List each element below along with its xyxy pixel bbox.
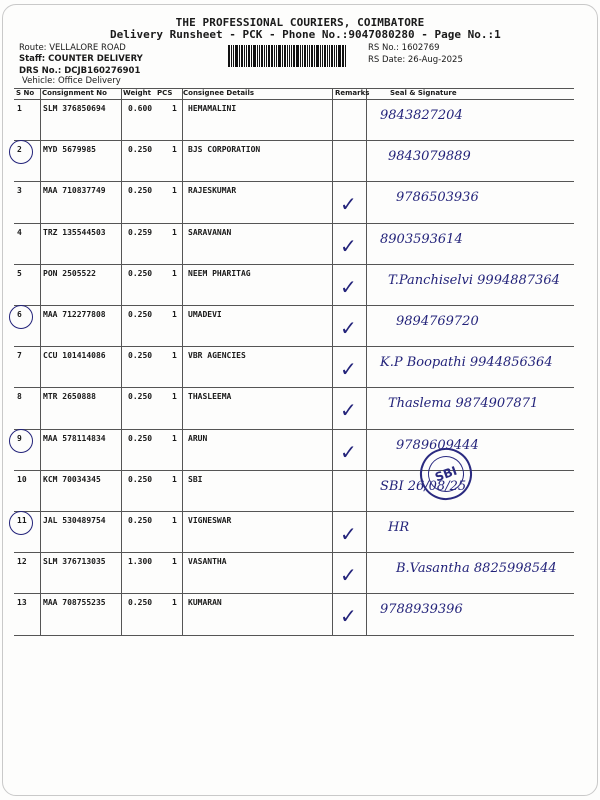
drs-number: DRS No.: DCJB160276901 [19, 66, 141, 76]
row-weight: 0.600 [128, 104, 153, 113]
signature-text: 9894769720 [396, 314, 479, 329]
row-pcs: 1 [172, 145, 177, 154]
row-pcs: 1 [172, 516, 177, 525]
barcode-bar [324, 45, 326, 67]
row-consignee: VIGNESWAR [188, 516, 232, 525]
barcode-bar [329, 45, 330, 67]
barcode-bar [251, 45, 252, 67]
barcode-bar [293, 45, 295, 67]
barcode-bar [345, 45, 346, 67]
barcode-bar [264, 45, 265, 67]
barcode-bar [304, 45, 306, 67]
row-weight: 1.300 [128, 557, 153, 566]
barcode-bar [231, 45, 232, 67]
barcode-bar [334, 45, 335, 67]
check-mark-icon: ✓ [340, 522, 357, 546]
check-mark-icon: ✓ [340, 440, 357, 464]
barcode-bar [307, 45, 308, 67]
barcode [228, 45, 366, 67]
col-header-pcs: PCS [157, 89, 173, 97]
barcode-bar [320, 45, 321, 67]
barcode-bar [300, 45, 301, 67]
circle-mark [9, 511, 33, 535]
row-weight: 0.250 [128, 145, 153, 154]
row-weight: 0.250 [128, 598, 153, 607]
barcode-bar [257, 45, 258, 67]
row-weight: 0.250 [128, 310, 153, 319]
row-consignee: THASLEEMA [188, 392, 232, 401]
barcode-bar [259, 45, 260, 67]
col-header-consignment: Consignment No [42, 89, 107, 97]
check-mark-icon: ✓ [340, 357, 357, 381]
row-consignment-no: SLM 376713035 [43, 557, 106, 566]
row-pcs: 1 [172, 228, 177, 237]
row-sno: 8 [17, 392, 22, 401]
row-weight: 0.250 [128, 351, 153, 360]
row-divider [14, 470, 574, 471]
check-mark-icon: ✓ [340, 604, 357, 628]
col-header-remarks: Remarks [335, 89, 370, 97]
check-mark-icon: ✓ [340, 563, 357, 587]
row-sno: 4 [17, 228, 22, 237]
row-sno: 11 [17, 516, 27, 525]
check-mark-icon: ✓ [340, 192, 357, 216]
signature-text: 9843827204 [380, 108, 463, 123]
row-divider [14, 552, 574, 553]
row-pcs: 1 [172, 434, 177, 443]
barcode-bar [246, 45, 247, 67]
barcode-bar [322, 45, 323, 67]
col-header-consignee: Consignee Details [183, 89, 255, 97]
barcode-bar [239, 45, 240, 67]
vehicle-label: Vehicle: Office Delivery [22, 76, 121, 86]
barcode-bar [316, 45, 319, 67]
barcode-bar [331, 45, 333, 67]
signature-text: SBI 26/08/25 [380, 479, 467, 494]
row-consignee: RAJESKUMAR [188, 186, 237, 195]
row-weight: 0.250 [128, 269, 153, 278]
row-sno: 1 [17, 104, 22, 113]
col-header-weight: Weight [123, 89, 151, 97]
barcode-bar [282, 45, 283, 67]
row-consignment-no: KCM 70034345 [43, 475, 101, 484]
row-consignment-no: TRZ 135544503 [43, 228, 106, 237]
barcode-bar [266, 45, 267, 67]
col-header-seal-signature: Seal & Signature [390, 89, 457, 97]
row-pcs: 1 [172, 598, 177, 607]
barcode-bar [314, 45, 315, 67]
row-weight: 0.250 [128, 392, 153, 401]
barcode-bar [228, 45, 230, 67]
row-divider [14, 346, 574, 347]
barcode-bar [271, 45, 273, 67]
row-divider [14, 264, 574, 265]
row-pcs: 1 [172, 269, 177, 278]
signature-text: 9786503936 [396, 190, 479, 205]
signature-text: K.P Boopathi 9944856364 [380, 355, 553, 370]
row-consignment-no: MTR 2650888 [43, 392, 96, 401]
row-consignment-no: SLM 376850694 [43, 104, 106, 113]
row-consignee: VBR AGENCIES [188, 351, 246, 360]
row-consignee: UMADEVI [188, 310, 222, 319]
row-divider [14, 305, 574, 306]
barcode-bar [311, 45, 313, 67]
barcode-bar [342, 45, 344, 67]
column-divider [40, 88, 41, 636]
row-pcs: 1 [172, 104, 177, 113]
row-consignee: BJS CORPORATION [188, 145, 261, 154]
row-divider [14, 635, 574, 636]
route-label: Route: VELLALORE ROAD [19, 43, 126, 53]
row-weight: 0.259 [128, 228, 153, 237]
row-consignment-no: MAA 710837749 [43, 186, 106, 195]
barcode-bar [296, 45, 299, 67]
row-sno: 5 [17, 269, 22, 278]
row-consignment-no: MAA 712277808 [43, 310, 106, 319]
staff-label: Staff: COUNTER DELIVERY [19, 54, 143, 64]
barcode-bar [244, 45, 245, 67]
barcode-bar [241, 45, 243, 67]
row-weight: 0.250 [128, 186, 153, 195]
barcode-bar [287, 45, 288, 67]
row-consignee: HEMAMALINI [188, 104, 237, 113]
row-divider [14, 223, 574, 224]
row-sno: 6 [17, 310, 22, 319]
barcode-bar [291, 45, 292, 67]
row-divider [14, 181, 574, 182]
sbi-seal-text: SBI [423, 451, 469, 497]
row-consignee: SBI [188, 475, 203, 484]
barcode-bar [274, 45, 275, 67]
barcode-bar [261, 45, 263, 67]
signature-text: 8903593614 [380, 232, 463, 247]
check-mark-icon: ✓ [340, 316, 357, 340]
row-pcs: 1 [172, 557, 177, 566]
row-pcs: 1 [172, 310, 177, 319]
check-mark-icon: ✓ [340, 275, 357, 299]
signature-text: Thaslema 9874907871 [388, 396, 539, 411]
row-pcs: 1 [172, 186, 177, 195]
barcode-bar [253, 45, 256, 67]
column-divider [121, 88, 122, 636]
circle-mark [9, 429, 33, 453]
circle-mark [9, 140, 33, 164]
row-divider [14, 511, 574, 512]
row-sno: 3 [17, 186, 22, 195]
rs-date: RS Date: 26-Aug-2025 [368, 55, 463, 65]
signature-text: 9843079889 [388, 149, 471, 164]
rs-number: RS No.: 1602769 [368, 43, 440, 53]
row-pcs: 1 [172, 351, 177, 360]
table-header-line [14, 99, 574, 100]
barcode-bar [268, 45, 270, 67]
row-consignee: NEEM PHARITAG [188, 269, 251, 278]
row-consignee: VASANTHA [188, 557, 227, 566]
row-sno: 10 [17, 475, 27, 484]
col-header-sno: S No [16, 89, 35, 97]
signature-text: 9788939396 [380, 602, 463, 617]
row-weight: 0.250 [128, 516, 153, 525]
row-sno: 9 [17, 434, 22, 443]
signature-text: T.Panchiselvi 9994887364 [388, 273, 560, 288]
row-consignee: ARUN [188, 434, 208, 443]
column-divider [366, 88, 367, 636]
signature-text: 9789609444 [396, 438, 479, 453]
row-divider [14, 429, 574, 430]
barcode-bar [327, 45, 328, 67]
barcode-bar [284, 45, 286, 67]
barcode-bar [276, 45, 277, 67]
row-sno: 12 [17, 557, 27, 566]
row-consignment-no: MYD 5679985 [43, 145, 96, 154]
row-divider [14, 387, 574, 388]
row-pcs: 1 [172, 475, 177, 484]
company-title: THE PROFESSIONAL COURIERS, COIMBATORE [175, 16, 425, 29]
row-consignment-no: PON 2505522 [43, 269, 96, 278]
barcode-bar [235, 45, 238, 67]
row-consignment-no: CCU 101414086 [43, 351, 106, 360]
row-consignment-no: MAA 578114834 [43, 434, 106, 443]
row-sno: 7 [17, 351, 22, 360]
row-divider [14, 140, 574, 141]
column-divider [332, 88, 333, 636]
row-consignment-no: JAL 530489754 [43, 516, 106, 525]
signature-text: HR [388, 520, 410, 535]
column-divider [182, 88, 183, 636]
barcode-bar [248, 45, 250, 67]
row-consignee: SARAVANAN [188, 228, 232, 237]
row-pcs: 1 [172, 392, 177, 401]
signature-text: B.Vasantha 8825998544 [396, 561, 557, 576]
barcode-bar [338, 45, 341, 67]
row-divider [14, 593, 574, 594]
circle-mark [9, 305, 33, 329]
row-weight: 0.250 [128, 475, 153, 484]
row-weight: 0.250 [128, 434, 153, 443]
barcode-bar [233, 45, 234, 67]
barcode-bar [278, 45, 281, 67]
check-mark-icon: ✓ [340, 234, 357, 258]
barcode-bar [309, 45, 310, 67]
barcode-bar [289, 45, 290, 67]
runsheet-subtitle: Delivery Runsheet - PCK - Phone No.:9047080280 - Page No.:1 [110, 28, 501, 41]
row-sno: 2 [17, 145, 22, 154]
row-sno: 13 [17, 598, 27, 607]
barcode-bar [302, 45, 303, 67]
check-mark-icon: ✓ [340, 398, 357, 422]
row-consignment-no: MAA 708755235 [43, 598, 106, 607]
barcode-bar [336, 45, 337, 67]
row-consignee: KUMARAN [188, 598, 222, 607]
